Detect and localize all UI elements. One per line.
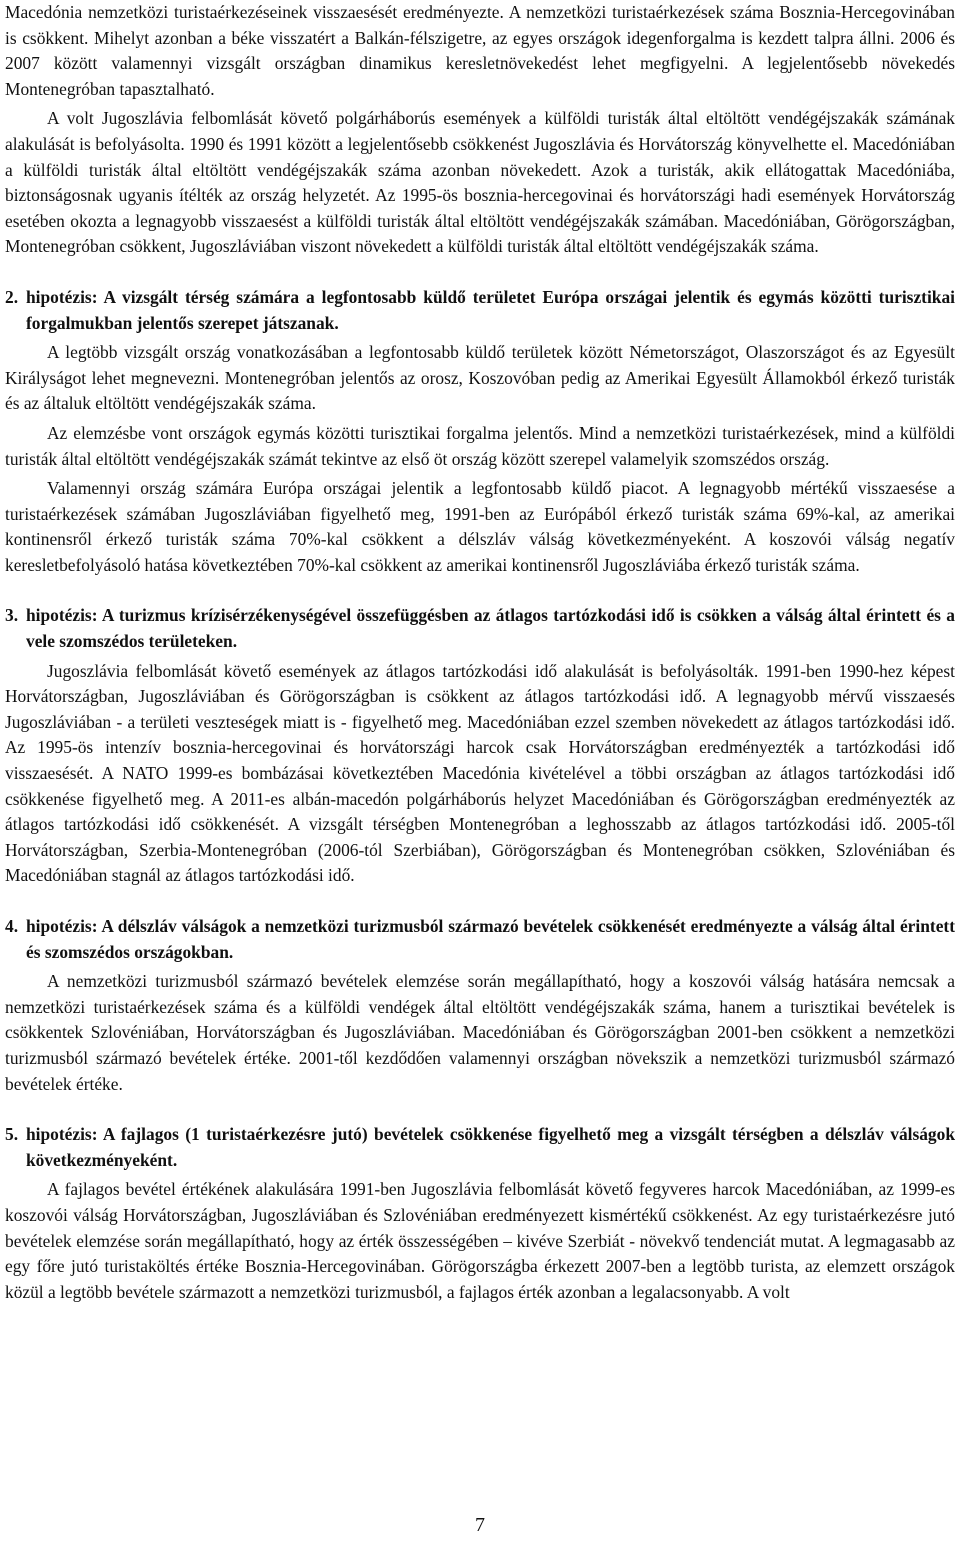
hypothesis-3-text: hipotézis: A turizmus krízisérzékenységével összefüggésben az átlagos tartózkodási idő is csökken a válság által érintett és a vele szomszédos területeken.: [26, 605, 955, 652]
paragraph-h2-b: Az elemzésbe vont országok egymás közötti turisztikai forgalma jelentős. Mind a nemzetközi turistaérkezések, mind a külföldi turisták által eltöltött vendégéjszakák számát tekintve az első öt ország között szerepel valamelyik szomszédos ország.: [5, 422, 955, 469]
hypothesis-4-heading: [5, 914, 955, 965]
paragraph-intro: Macedónia nemzetközi turistaérkezéseinek visszaesését eredményezte. A nemzetközi turistaérkezések száma Bosznia-Hercegovinában is csökkent. Mihelyt azonban a béke visszatért a Balkán-félszigetre, az egyes országok idegenforgalma is kezdett talpra állni. 2006 és 2007 között valamennyi vizsgált országban dinamikus keresletnövekedést lehet megfigyelni. A legjelentősebb növekedés Montenegróban tapasztalható.: [5, 2, 955, 99]
document-page: [5, 0, 955, 1305]
hypothesis-4-number: 4.: [5, 916, 19, 936]
hypothesis-5-text: hipotézis: A fajlagos (1 turistaérkezésre jutó) bevételek csökkenése figyelhető meg a vizsgált térségben a délszláv válságok következményeként.: [26, 1124, 955, 1170]
hypothesis-2-number: 2.: [5, 286, 19, 307]
hypothesis-2-heading: [5, 285, 955, 336]
page-number: 7: [475, 1514, 485, 1536]
paragraph-h3: Jugoszlávia felbomlását követő események az átlagos tartózkodási idő alakulását is befolyásolták. 1991-ben 1990-hez képest Horvátországban, Jugoszláviában és Görögországban is csökkent az átlagos tartózkodási idő. A legnagyobb mérvű visszaesés Jugoszláviában - a területi veszteségek miatt is - figyelhető meg. Macedóniában ezzel szemben növekedett az átlagos tartózkodási idő. Az 1995-ös intenzív bosznia-hercegovinai és horvátországi harcok csak Horvátországban eredményezték a tartózkodási idő visszaesését. A NATO 1999-es bombázásai következtében Macedónia kivételével a többi országban az átlagos tartózkodási idő csökkenése figyelhető meg. A 2011-es albán-macedón polgárháborús helyzet Macedóniában és Görögországban eredményezték az átlagos tartózkodási idő csökkenését. A vizsgált térségben Montenegróban a leghosszabb az átlagos tartózkodási idő. 2005-től Horvátországban, Szerbia-Montenegróban (2006-tól Szerbiában), Görögországban és Montenegróban csökken, Szlovéniában és Macedóniában stagnál az átlagos tartózkodási idő.: [5, 660, 955, 886]
hypothesis-3-number: 3.: [5, 605, 19, 626]
paragraph-h4: A nemzetközi turizmusból származó bevételek elemzése során megállapítható, hogy a koszovói válság hatására nemcsak a nemzetközi turistaérkezések száma és a külföldi vendégek által eltöltött vendégéjszakák száma, hanem a turisztikai bevételek is csökkentek Szlovéniában, Horvátországban és Jugoszláviában. Macedóniában és Görögországban 2001-ben csökkent a nemzetközi turizmusból származó bevételek értéke. 2001-től kezdődően valamennyi országban növekszik a nemzetközi turizmusból származó bevételek értéke.: [5, 971, 955, 1094]
paragraph-h2-a: A legtöbb vizsgált ország vonatkozásában a legfontosabb küldő területek között Németországot, Olaszországot és az Egyesült Királyságot lehet megnevezni. Montenegróban jelentős az orosz, Koszovóban pedig az Amerikai Egyesült Államokból érkező turisták és az általuk eltöltött vendégéjszakák száma.: [5, 342, 955, 414]
paragraph-h2-c: Valamennyi ország számára Európa országai jelentik a legfontosabb küldő piacot. A legnagyobb mértékű visszaesése a turistaérkezések számában Jugoszláviában figyelhető meg, 1991-ben az Európából érkező turisták száma 69%-kal, az amerikai kontinensről érkező turisták száma 70%-kal csökkent a délszláv válság következményeként. A koszovói válság negatív keresletbefolyásoló hatása következtében 70%-kal csökkent az amerikai kontinensről Jugoszláviába érkező turisták száma.: [5, 478, 955, 575]
hypothesis-3-heading: [5, 603, 955, 654]
hypothesis-4-text: hipotézis: A délszláv válságok a nemzetközi turizmusból származó bevételek csökkenését eredményezte a válság által érintett és szomszédos országokban.: [26, 916, 955, 962]
hypothesis-2-text: hipotézis: A vizsgált térség számára a legfontosabb küldő területet Európa országai jelentik és egymás közötti turisztikai forgalmukban jelentős szerepet játszanak.: [26, 286, 955, 333]
paragraph-h5: A fajlagos bevétel értékének alakulására 1991-ben Jugoszlávia felbomlását követő fegyveres harcok Macedóniában, az 1999-es koszovói válság Horvátországban, Jugoszláviában és Szlovéniában eredményezett kismértékű csökkenést. Az egy turistaérkezésre jutó bevételek elemzése során megállapítható, hogy az érték összességében – kivéve Szerbiát - növekvő tendenciát mutat. A legmagasabb az egy főre jutó turistaköltés értéke Bosznia-Hercegovinában. Görögországba érkezett 2007-ben a legtöbb turista, az elemzett országok közül a legtöbb bevétele származott a nemzetközi turizmusból, a fajlagos érték azonban a legalacsonyabb. A volt: [5, 1179, 955, 1302]
paragraph-yugoslavia-nights: A volt Jugoszlávia felbomlását követő polgárháborús események a külföldi turisták által eltöltött vendégéjszakák számának alakulását is befolyásolta. 1990 és 1991 között a legjelentősebb csökkenést Jugoszlávia és Horvátország könyvelhette el. Macedóniában a külföldi turisták által eltöltött vendégéjszakák száma azonban növekedett. Azok a turisták, akik ellátogattak Macedóniába, biztonságosnak ugyanis ítélték az ország helyzetét. Az 1995-ös bosznia-hercegovinai és horvátországi hadi események Horvátország esetében okozta a legnagyobb visszaesést a külföldi turisták által eltöltött vendégéjszakák számában. Macedóniában, Görögországban, Montenegróban csökkent, Jugoszláviában viszont növekedett a külföldi turisták által eltöltött vendégéjszakák száma.: [5, 108, 955, 257]
hypothesis-5-number: 5.: [5, 1124, 19, 1145]
hypothesis-5-heading: [5, 1122, 955, 1173]
